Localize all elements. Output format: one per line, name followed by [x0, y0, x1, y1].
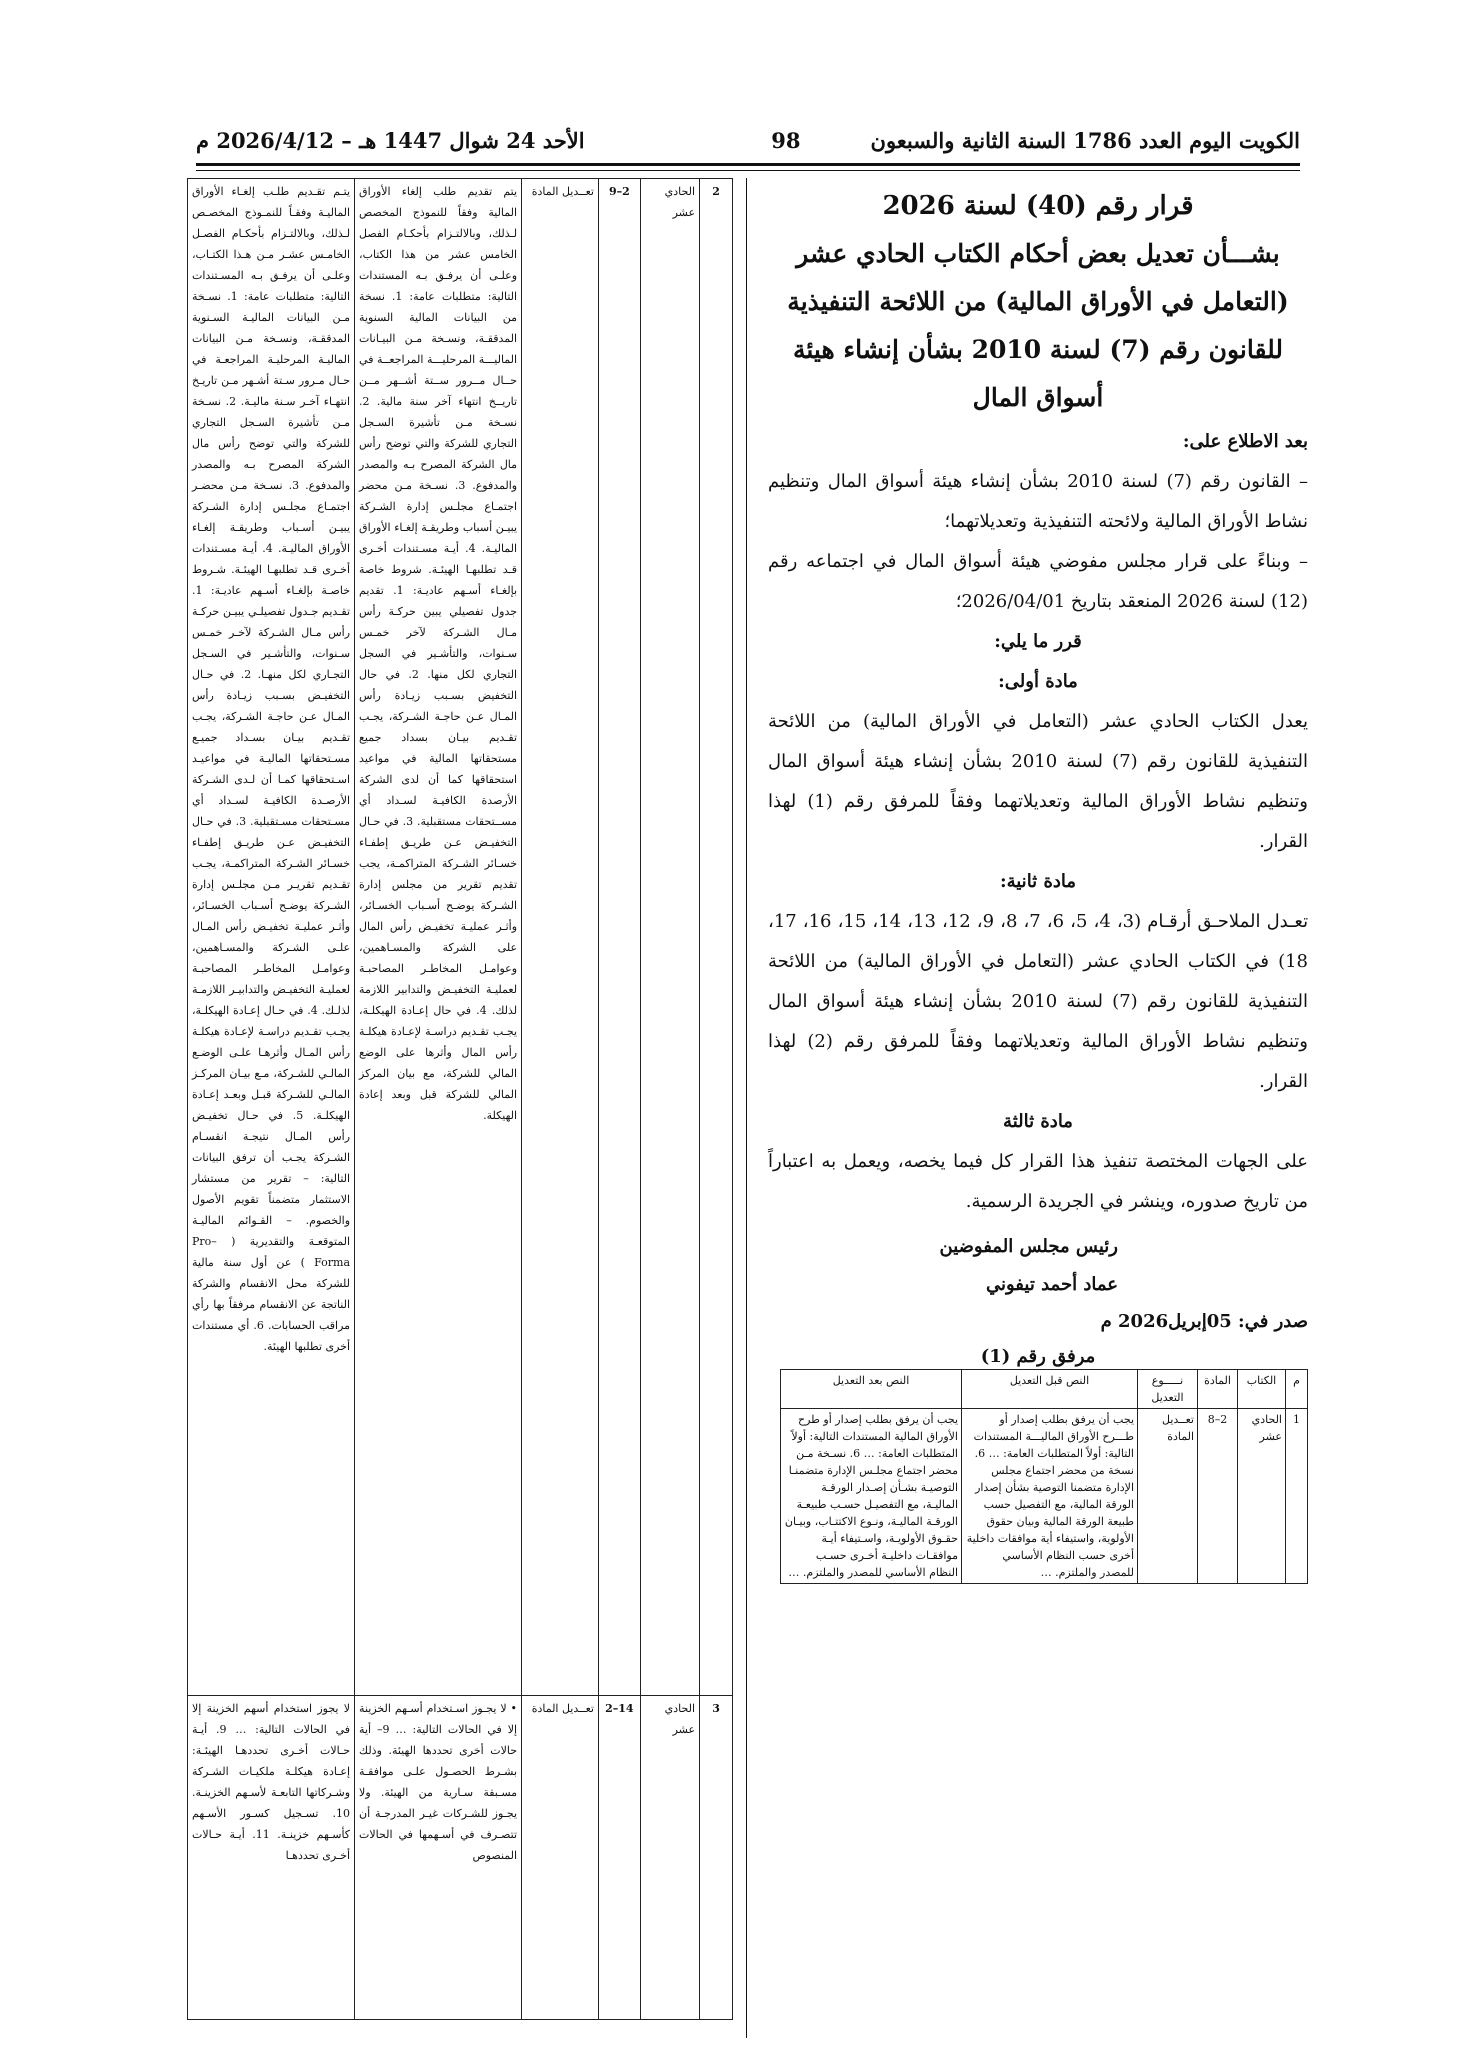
annex-cell-before: يجب أن يرفق بطلب إصدار أو طـــرح الأوراق الماليـــة المستندات التالية: أولاً المتطلبات العامة: … 6. نسخة من محضر اجتماع مجلس الإدارة متضمنا التوصية بشأن إصدار الورقة المالية، مع التفصيل حسب طبيعة الورقة المالية وبيان حقوق الأولوية، واستيفاء أية موافقات داخلية أخرى حسب النظام الأساسي للمصدر والملتزم. …: [962, 1409, 1138, 1584]
row-2-type: تعــديل المادة: [522, 179, 599, 1696]
row-2-before: يتم تقديم طلب إلغاء الأوراق المالية وفقاً للنموذج المخصص لـذلك، وبالالتـزام بأحكـام الفصل الخامس عشر من هذا الكتاب، وعلـى أن يرفـق بـه المستندات التالية: متطلبات عامة: 1. نسخة من البيانات المالية السنوية المدققـة، ونسـخة مـن البيـانات الماليـــة المرحليـــة المراجعــة في حــال مــرور ســتة أشــهر مــن تاريــخ انتهاء آخر سنة مالية. 2. نسـخة مـن تأشيرة السـجل التجاري للشركة والتي توضح رأس مال الشركة المصرح بـه والمصدر والمدفوع. 3. نسـخة مـن محضر اجتمـاع مجلـس إدارة الشـركة يبيـن أسباب وطريقـة إلغـاء الأوراق الماليـة. 4. أيـة مسـتندات أخـرى قـد تطلبهـا الهيئـة. شروط خاصة بإلغـاء أسـهم عاديـة: 1. تقديم جدول تفصيلي يبين حركـة رأس مـال الشـركة لآخر خمـس سـنوات، والتأشـير في السجل التجاري لكل منها. 2. في حال التخفيض بسـبب زيـادة رأس المـال عـن حاجـة الشـركة، يجـب تقـديم بيـان بسداد جميع مستحقاتها المالية في مواعيد استحقاقها كما أن لدى الشركة الأرصدة الكافيـة لسـداد أي مســتحقات مستقبلية. 3. في حـال التخفيـض عـن طريـق إطفـاء خسـائر الشـركة المتراكمـة، يجب تقديم تقرير من مجلس إدارة الشـركة يوضـح أسـباب الخسـائر، وأثـر عمليـة تخفيـض رأس المال على الشركة والمسـاهمين، وعوامـل المخاطـر المصاحبـة لعمليـة التخفيـض والتدابير اللازمة لذلك. 4. في حال إعـادة الهيكلـة، يجـب تقـديم دراسـة لإعـادة هيكلـة رأس المال وأثرها على الوضع المالي للشركة، مع بيان المركز المالي للشركة قبل وبعد إعادة الهيكلة.: [355, 179, 522, 1696]
annex-header-num: م: [1286, 1370, 1308, 1409]
row-3-after: لا يجوز استخدام أسهم الخزينة إلا في الحالات التالية: … 9. أيـة حـالات أخـرى تحددهـا الهيئـة: إعـادة هيكلـة ملكيـات الشـركة وشـركاتها التابعـة لأسـهم الخزينـة. 10. تسـجيل كسـور الأسـهم كأسـهم خزينـة. 11. أيـة حـالات أخـرى تحددهـا: [188, 1696, 355, 2020]
article-1-text: يعدل الكتاب الحادي عشر (التعامل في الأوراق المالية) من اللائحة التنفيذية للقانون رقم (7) لسنة 2010 بشأن إنشاء هيئة أسواق المال وتنظيم نشاط الأوراق المالية وتعديلاتهما وفقاً للمرفق رقم (1) لهذا القرار.: [768, 711, 1308, 852]
article-2-title: مادة ثانية:: [999, 871, 1077, 892]
signer-title: رئيس مجلس المفوضين: [939, 1236, 1118, 1257]
row-2-book: الحادي عشر: [640, 179, 699, 1696]
signer-name: عماد أحمد تيفوني: [985, 1274, 1118, 1295]
annex-table: [780, 1369, 1308, 1584]
annex-cell-book: الحادي عشر: [1238, 1409, 1286, 1584]
article-1-title: مادة أولى:: [998, 671, 1078, 692]
annex-header-book: الكتاب: [1238, 1370, 1286, 1409]
row-3-num: 3: [700, 1696, 733, 2020]
signature-block: [768, 1228, 1308, 1304]
decision-subject-4: أسواق المال: [972, 383, 1104, 412]
decision-title: قرار رقم (40) لسنة 2026: [882, 191, 1194, 221]
decision-title-block: [768, 182, 1308, 422]
decided-heading: قرر ما يلي:: [994, 631, 1082, 652]
preamble-board: – وبناءً على قرار مجلس مفوضي هيئة أسواق المال في اجتماعه رقم (12) لسنة 2026 المنعقد بتاريخ 2026/04/01؛: [768, 551, 1308, 612]
preamble-intro: بعد الاطلاع على:: [1182, 431, 1308, 452]
annex-header-before: النص قبل التعديل: [962, 1370, 1138, 1409]
table-row: [781, 1409, 1308, 1584]
header-issue: الكويت اليوم العدد 1786 السنة الثانية والسبعون: [870, 127, 1300, 153]
issue-date: صدر في: 05إبريل2026 م: [1100, 1311, 1308, 1332]
article-3-title: مادة ثالثة: [1003, 1111, 1073, 1132]
annex-cell-article: 2–8: [1198, 1409, 1238, 1584]
annex-header-after: النص بعد التعديل: [781, 1370, 962, 1409]
column-separator: [746, 178, 747, 2038]
decision-subject-3: للقانون رقم (7) لسنة 2010 بشأن إنشاء هيئة: [792, 335, 1283, 364]
annex-cell-after: يجب أن يرفق بطلب إصدار أو طرح الأوراق المالية المستندات التالية: أولاً المتطلبات العامة: … 6. نسـخة مـن محضر اجتماع مجلـس الإدارة متضمنـا التوصيـة بشـأن إصـدار الورقـة الماليـة، مع التفصيـل حسـب طبيعـة الورقـة الماليـة، ونـوع الاكتتـاب، وبيـان حقـوق الأولويـة، واسـتيفاء أيـة موافقـات داخليـة أخـرى حسـب النظام الأساسي للمصدر والملتزم. …: [781, 1409, 962, 1584]
row-3-before: • لا يجـوز اسـتخدام أسـهم الخزينة إلا في الحالات التالية: … 9– أية حالات أخرى تحددها الهيئة. وذلك بشـرط الحصـول علـى موافقـة مسـبقة سـارية من الهيئة. ولا يجـوز للشـركات غيـر المدرجـة أن تتصـرف في أسـهمها في الحالات المنصوص: [355, 1696, 522, 2020]
header-rule-thin: [196, 170, 1300, 171]
annex-header-row: [781, 1370, 1308, 1409]
annex-header-article: المادة: [1198, 1370, 1238, 1409]
row-2-num: 2: [700, 179, 733, 1696]
decision-subject-2: (التعامل في الأوراق المالية) من اللائحة التنفيذية: [787, 287, 1289, 316]
annex-title: مرفق رقم (1): [980, 1346, 1096, 1367]
article-3-text: على الجهات المختصة تنفيذ هذا القرار كل فيما يخصه، ويعمل به اعتباراً من تاريخ صدوره، وينشر في الجريدة الرسمية.: [768, 1151, 1308, 1212]
annex-cell-type: تعــديل المادة: [1138, 1409, 1198, 1584]
preamble-law: – القانون رقم (7) لسنة 2010 بشأن إنشاء هيئة أسواق المال وتنظيم نشاط الأوراق المالية ولائحته التنفيذية وتعديلاتهما؛: [768, 471, 1308, 532]
article-2-text: تعـدل الملاحـق أرقـام (3، 4، 5، 6، 7، 8، 9، 12، 13، 14، 15، 16، 17، 18) في الكتاب الحادي عشر (التعامل في الأوراق المالية) من اللائحة التنفيذية للقانون رقم (7) لسنة 2010 بشأن إنشاء هيئة أسواق المال وتنظيم نشاط الأوراق المالية وتعديلاتهما وفقاً للمرفق رقم (2) لهذا القرار.: [768, 911, 1309, 1092]
annex-header-type: نـــــوع التعديل: [1138, 1370, 1198, 1409]
decision-subject-1: بشـــأن تعديل بعض أحكام الكتاب الحادي عشر: [796, 239, 1280, 268]
header-date: الأحد 24 شوال 1447 هـ – 2026/4/12 م: [196, 127, 585, 153]
row-3-article: 14–2: [598, 1696, 640, 2020]
amendments-table: [187, 178, 733, 2020]
table-row: [188, 1696, 733, 2020]
row-3-book: الحادي عشر: [640, 1696, 699, 2020]
row-2-after: يتـم تقـديم طلـب إلغـاء الأوراق الماليـة وفقـاً للنمـوذج المخصـص لـذلك، وبالالتـزام بأحكـام الفصـل الخامـس عشـر مـن هـذا الكتـاب، وعلـى أن يرفـق بـه المسـتندات التالية: متطلبات عامة: 1. نسـخة مـن البيانات الماليـة السـنوية المدققـة، ونسـخة مـن البيانات الماليـة المرحليـة المراجعـة في حـال مـرور سـتة أشـهر مـن تاريـخ انتهـاء آخـر سـنة ماليـة. 2. نسـخة مـن تأشيرة السـجل التجاري للشركة والتي توضح رأس مال الشركة المصرح بـه والمصدر والمدفوع. 3. نسـخة مـن محضـر اجتمـاع مجلـس إدارة الشـركة يبيـن أسـباب وطريقـة إلغـاء الأوراق الماليـة. 4. أيـة مسـتندات أخـرى قـد تطلبهـا الهيئـة. شـروط خاصـة بإلغـاء أسـهم عاديـة: 1. تقـديم جـدول تفصيلـي يبيـن حركـة رأس مـال الشـركة لآخـر خمـس سـنوات، والتأشـير في السـجل التجـاري لكل منهـا. 2. في حـال التخفيـض بسـبب زيـادة رأس المـال عـن حاجـة الشـركة، يجـب تقـديم بيـان بسـداد جميـع مسـتحقاتها الماليـة في مواعيـد اسـتحقاقها كمـا أن لـدى الشـركة الأرصـدة الكافيـة لسـداد أي مسـتحقات مسـتقبلية. 3. في حـال التخفيـض عـن طريـق إطفـاء خسـائر الشـركة المتراكمـة، يجـب تقـديم تقريـر مـن مجلـس إدارة الشـركة يوضـح أسـباب الخسـائر، وأثـر عمليـة تخفيـض رأس المـال علـى الشـركة والمسـاهمين، وعوامـل المخاطـر المصاحبـة لعمليـة التخفيـض والتدابيـر اللازمـة لذلـك. 4. في حـال إعـادة الهيكلـة، يجـب تقـديم دراسـة لإعـادة هيكلـة رأس المـال وأثرهـا علـى الوضـع المالـي للشـركة، مـع بيـان المركـز المالـي للشـركة قبـل وبعـد إعـادة الهيكلـة. 5. في حـال تخفيـض رأس المـال نتيجـة انقسـام الشـركة يجـب أن ترفق البيانات التالية: – تقرير من مستشار الاستثمار متضمناً تقويم الأصول والخصوم. – القـوائم الماليـة المتوقعـة والتقديرية ( Pro–Forma ) عن أول سنة مالية للشركة محل الانقسام والشركة الناتجة عن الانقسام مرفقاً بها رأي مراقب الحسابات. 6. أي مستندات أخرى تطلبها الهيئة.: [188, 179, 355, 1696]
table-row: [188, 179, 733, 1696]
page-header: [196, 118, 1300, 162]
row-2-article: 2–9: [598, 179, 640, 1696]
header-page-number: 98: [771, 127, 801, 153]
annex-cell-num: 1: [1286, 1409, 1308, 1584]
decision-body: [768, 422, 1308, 1222]
row-3-type: تعــديل المادة: [522, 1696, 599, 2020]
header-rule-thick: [196, 163, 1300, 166]
decision-column: [768, 182, 1308, 1982]
